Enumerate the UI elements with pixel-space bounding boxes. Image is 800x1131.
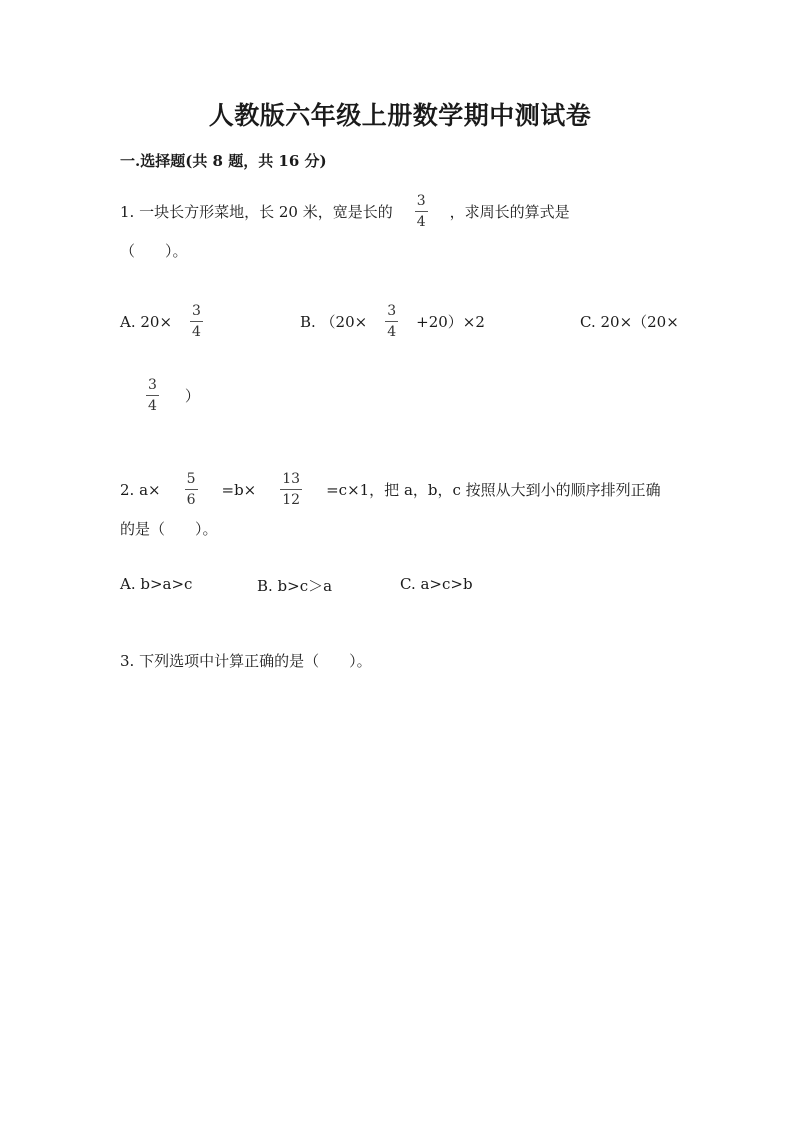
question-1-option-c: C. 20×（20× <box>580 313 679 331</box>
question-1-text-end: ，求周长的算式是 <box>449 203 570 221</box>
question-1-text: 1. 一块长方形菜地，长 20 米，宽是长的 <box>120 203 393 221</box>
question-1-line-1 <box>120 194 570 229</box>
question-2-line-2: 的是（ ）。 <box>120 520 218 538</box>
page-title: 人教版六年级上册数学期中测试卷 <box>208 101 592 130</box>
option-a-fraction: $\frac{3}{4}$ <box>192 303 201 340</box>
question-3-line-1: 3. 下列选项中计算正确的是（ ）。 <box>120 652 372 670</box>
question-1-fraction: $\frac{3}{4}$ <box>416 193 426 230</box>
question-1-line-2 <box>120 240 188 261</box>
option-b-fraction: $\frac{3}{4}$ <box>387 303 397 340</box>
section-heading: 一.选择题(共 8 题，共 16 分) <box>120 152 327 170</box>
question-2-fraction-2: $\frac{13}{12}$ <box>282 471 301 508</box>
question-1-option-b: B. （20× $\frac{3}{4}$ +20）×2 <box>300 303 485 340</box>
question-2-fraction-1: $\frac{5}{6}$ <box>186 471 196 508</box>
question-2-line-1: 2. a× $\frac{5}{6}$ =b× $\frac{13}{12}$ =c×1，把 a，b，c 按照从大到小的顺序排列正确 <box>120 471 661 508</box>
question-2-option-c: C. a>c>b <box>400 575 473 593</box>
question-2-option-b: B. b>c＞a <box>257 577 333 595</box>
question-1-blank: （ ）。 <box>120 242 188 260</box>
question-1-option-c-cont: $\frac{3}{4}$ ） <box>148 377 200 414</box>
question-2-option-a: A. b>a>c <box>120 575 193 593</box>
option-c-fraction: $\frac{3}{4}$ <box>148 377 157 414</box>
question-1-option-a: A. 20× $\frac{3}{4}$ <box>120 303 201 340</box>
